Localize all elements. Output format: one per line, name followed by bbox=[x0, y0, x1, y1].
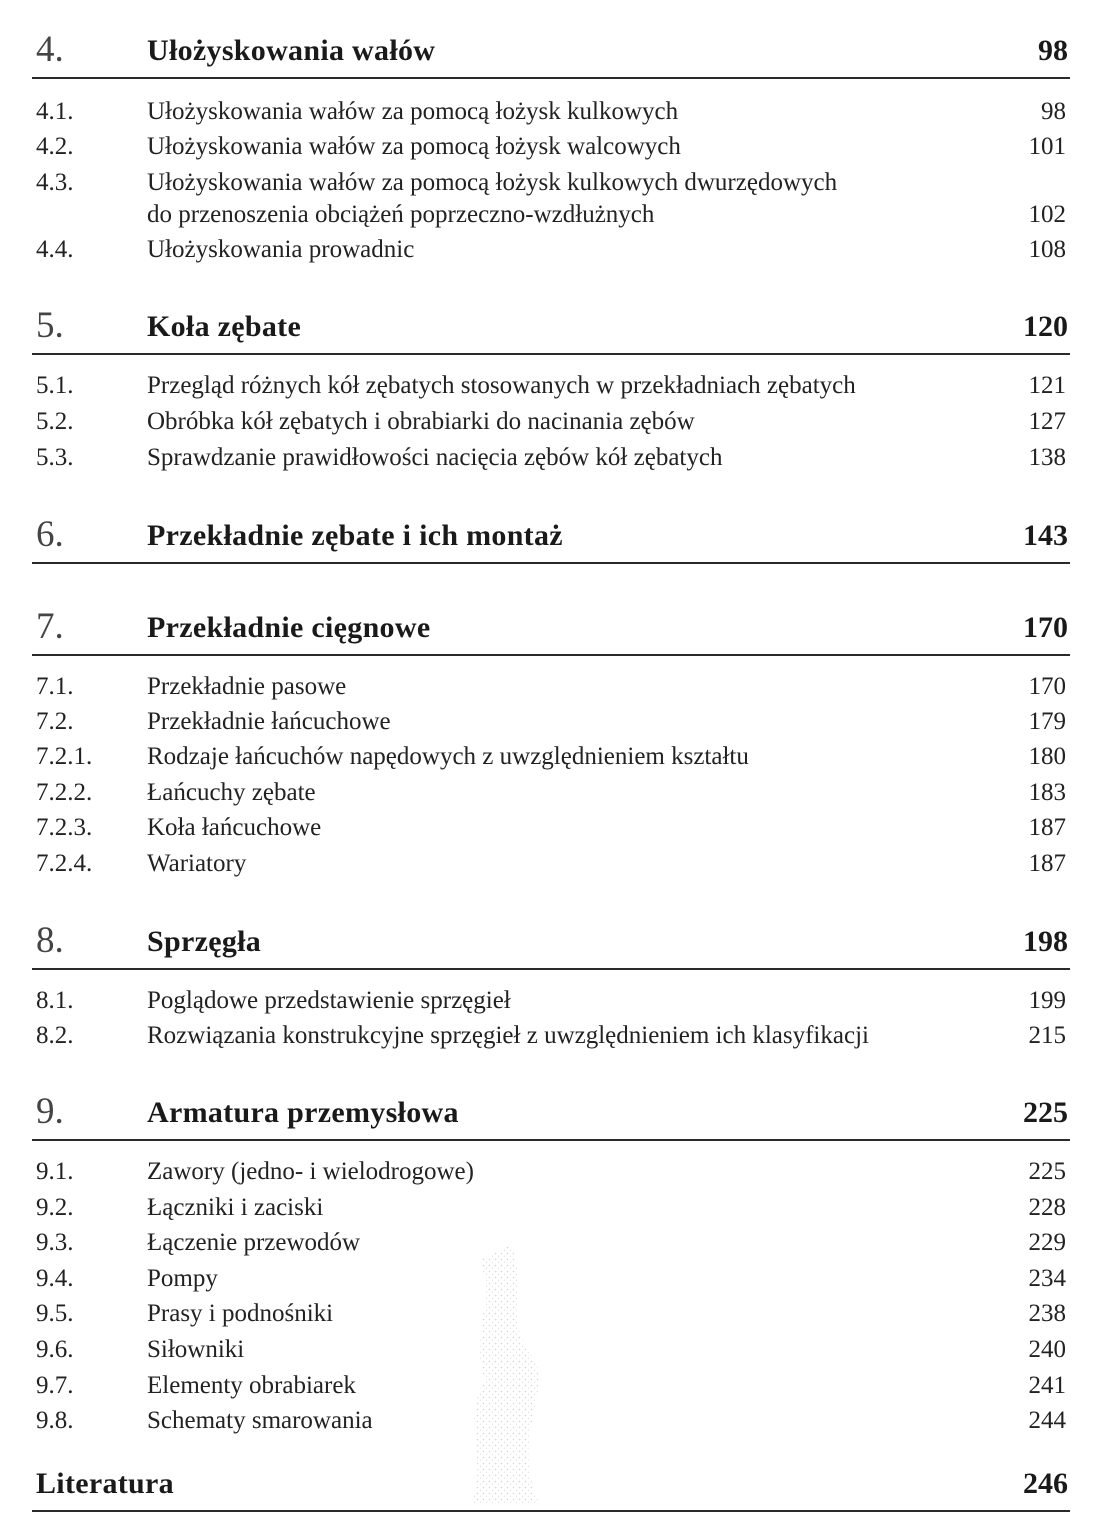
section-page: 138 bbox=[1028, 444, 1066, 471]
section-number: 9.2. bbox=[36, 1194, 74, 1221]
section-title: Elementy obrabiarek bbox=[147, 1372, 356, 1399]
section-number: 5.3. bbox=[36, 444, 74, 471]
section-title: Pompy bbox=[147, 1265, 218, 1292]
section-page: 241 bbox=[1028, 1372, 1066, 1399]
chapter-number: 7. bbox=[36, 606, 64, 647]
section-page: 127 bbox=[1028, 408, 1066, 435]
chapter-page: 143 bbox=[1023, 519, 1068, 552]
section-number: 8.1. bbox=[36, 987, 74, 1014]
section-title: Poglądowe przedstawienie sprzęgieł bbox=[147, 987, 511, 1014]
section-number: 9.6. bbox=[36, 1336, 74, 1363]
section-number: 7.2.4. bbox=[36, 850, 93, 877]
toc-entry bbox=[32, 741, 1070, 773]
section-number: 4.2. bbox=[36, 133, 74, 160]
chapter-title: Przekładnie cięgnowe bbox=[147, 611, 431, 644]
toc-entry bbox=[32, 812, 1070, 844]
chapter-number: 9. bbox=[36, 1091, 64, 1132]
section-title: Przegląd różnych kół zębatych stosowanych w przekładniach zębatych bbox=[147, 372, 856, 399]
toc-entry bbox=[32, 1334, 1070, 1366]
chapter-page: 120 bbox=[1023, 310, 1068, 343]
literature-heading bbox=[32, 1450, 1070, 1512]
section-page: 180 bbox=[1028, 743, 1066, 770]
chapter-number: 6. bbox=[36, 514, 64, 555]
chapter-heading bbox=[32, 594, 1070, 656]
toc-entry bbox=[32, 167, 1070, 231]
section-number: 5.1. bbox=[36, 372, 74, 399]
section-number: 8.2. bbox=[36, 1022, 74, 1049]
section-page: 187 bbox=[1028, 814, 1066, 841]
chapter-title: Sprzęgła bbox=[147, 925, 262, 958]
section-number: 9.7. bbox=[36, 1372, 74, 1399]
section-page: 215 bbox=[1028, 1022, 1066, 1049]
chapter-number: 8. bbox=[36, 920, 64, 961]
toc-entry bbox=[32, 442, 1070, 474]
chapter-heading bbox=[32, 908, 1070, 970]
section-number: 7.1. bbox=[36, 673, 74, 700]
toc-entry bbox=[32, 1370, 1070, 1402]
chapter-title: Koła zębate bbox=[147, 310, 302, 343]
section-title: Ułożyskowania prowadnic bbox=[147, 236, 415, 263]
chapter-page: 225 bbox=[1023, 1096, 1068, 1129]
toc-entry bbox=[32, 848, 1070, 880]
section-number: 7.2.1. bbox=[36, 743, 93, 770]
section-page: 234 bbox=[1028, 1265, 1066, 1292]
section-title: Obróbka kół zębatych i obrabiarki do nacinania zębów bbox=[147, 408, 695, 435]
section-page: 108 bbox=[1028, 236, 1066, 263]
section-number: 9.8. bbox=[36, 1407, 74, 1434]
chapter-number: 4. bbox=[36, 29, 64, 70]
toc-entry bbox=[32, 777, 1070, 809]
section-title: Schematy smarowania bbox=[147, 1407, 373, 1434]
chapter-heading bbox=[32, 502, 1070, 564]
section-title: Ułożyskowania wałów za pomocą łożysk kulkowych bbox=[147, 98, 679, 125]
toc-entry bbox=[32, 671, 1070, 703]
toc-entry bbox=[32, 1263, 1070, 1295]
toc-entry bbox=[32, 1405, 1070, 1437]
section-number: 4.4. bbox=[36, 236, 74, 263]
section-page: 187 bbox=[1028, 850, 1066, 877]
section-title: Wariatory bbox=[147, 850, 247, 877]
section-title: Sprawdzanie prawidłowości nacięcia zębów kół zębatych bbox=[147, 444, 723, 471]
section-title-continued: do przenoszenia obciążeń poprzeczno-wzdłużnych bbox=[147, 201, 655, 228]
section-title: Prasy i podnośniki bbox=[147, 1300, 334, 1327]
toc-entry bbox=[32, 370, 1070, 402]
section-page: 121 bbox=[1028, 372, 1066, 399]
section-page: 240 bbox=[1028, 1336, 1066, 1363]
chapter-title: Przekładnie zębate i ich montaż bbox=[147, 519, 563, 552]
section-number: 7.2. bbox=[36, 708, 74, 735]
section-page: 183 bbox=[1028, 779, 1066, 806]
section-number: 7.2.2. bbox=[36, 779, 93, 806]
section-number: 9.4. bbox=[36, 1265, 74, 1292]
section-page: 229 bbox=[1028, 1229, 1066, 1256]
toc-entry bbox=[32, 131, 1070, 163]
toc-entry bbox=[32, 1192, 1070, 1224]
section-title: Łańcuchy zębate bbox=[147, 779, 316, 806]
section-page: 225 bbox=[1028, 1158, 1066, 1185]
section-title: Rozwiązania konstrukcyjne sprzęgieł z uwzględnieniem ich klasyfikacji bbox=[147, 1022, 869, 1049]
section-title: Rodzaje łańcuchów napędowych z uwzględnieniem kształtu bbox=[147, 743, 749, 770]
section-title: Łączenie przewodów bbox=[147, 1229, 361, 1256]
section-title: Koła łańcuchowe bbox=[147, 814, 322, 841]
section-number: 5.2. bbox=[36, 408, 74, 435]
literature-title: Literatura bbox=[36, 1467, 174, 1500]
section-page: 170 bbox=[1028, 673, 1066, 700]
section-title: Przekładnie pasowe bbox=[147, 673, 347, 700]
section-number: 9.5. bbox=[36, 1300, 74, 1327]
section-number: 9.1. bbox=[36, 1158, 74, 1185]
toc-entry bbox=[32, 406, 1070, 438]
toc-entry bbox=[32, 96, 1070, 128]
chapter-heading bbox=[32, 1079, 1070, 1141]
toc-entry bbox=[32, 234, 1070, 266]
toc-entry bbox=[32, 1020, 1070, 1052]
section-page: 98 bbox=[1041, 98, 1066, 125]
literature-page: 246 bbox=[1023, 1467, 1068, 1500]
chapter-page: 170 bbox=[1023, 611, 1068, 644]
section-page: 199 bbox=[1028, 987, 1066, 1014]
section-page: 238 bbox=[1028, 1300, 1066, 1327]
section-number: 7.2.3. bbox=[36, 814, 93, 841]
toc-entry bbox=[32, 1227, 1070, 1259]
toc-entry bbox=[32, 985, 1070, 1017]
chapter-number: 5. bbox=[36, 305, 64, 346]
chapter-heading bbox=[32, 17, 1070, 79]
section-page: 179 bbox=[1028, 708, 1066, 735]
section-title: Łączniki i zaciski bbox=[147, 1194, 324, 1221]
section-title: Ułożyskowania wałów za pomocą łożysk walcowych bbox=[147, 133, 681, 160]
section-number: 9.3. bbox=[36, 1229, 74, 1256]
chapter-page: 198 bbox=[1023, 925, 1068, 958]
chapter-page: 98 bbox=[1038, 34, 1068, 67]
section-page: 228 bbox=[1028, 1194, 1066, 1221]
section-title: Przekładnie łańcuchowe bbox=[147, 708, 391, 735]
section-number: 4.3. bbox=[36, 169, 74, 196]
toc-entry bbox=[32, 1156, 1070, 1188]
section-title: Zawory (jedno- i wielodrogowe) bbox=[147, 1158, 474, 1185]
toc-entry bbox=[32, 706, 1070, 738]
section-page: 102 bbox=[1028, 201, 1066, 228]
section-title: Siłowniki bbox=[147, 1336, 245, 1363]
toc-entry bbox=[32, 1298, 1070, 1330]
chapter-title: Ułożyskowania wałów bbox=[147, 34, 436, 67]
section-page: 244 bbox=[1028, 1407, 1066, 1434]
section-page: 101 bbox=[1028, 133, 1066, 160]
chapter-heading bbox=[32, 293, 1070, 355]
chapter-title: Armatura przemysłowa bbox=[147, 1096, 459, 1129]
section-title: Ułożyskowania wałów za pomocą łożysk kulkowych dwurzędowych bbox=[147, 169, 838, 196]
section-number: 4.1. bbox=[36, 98, 74, 125]
